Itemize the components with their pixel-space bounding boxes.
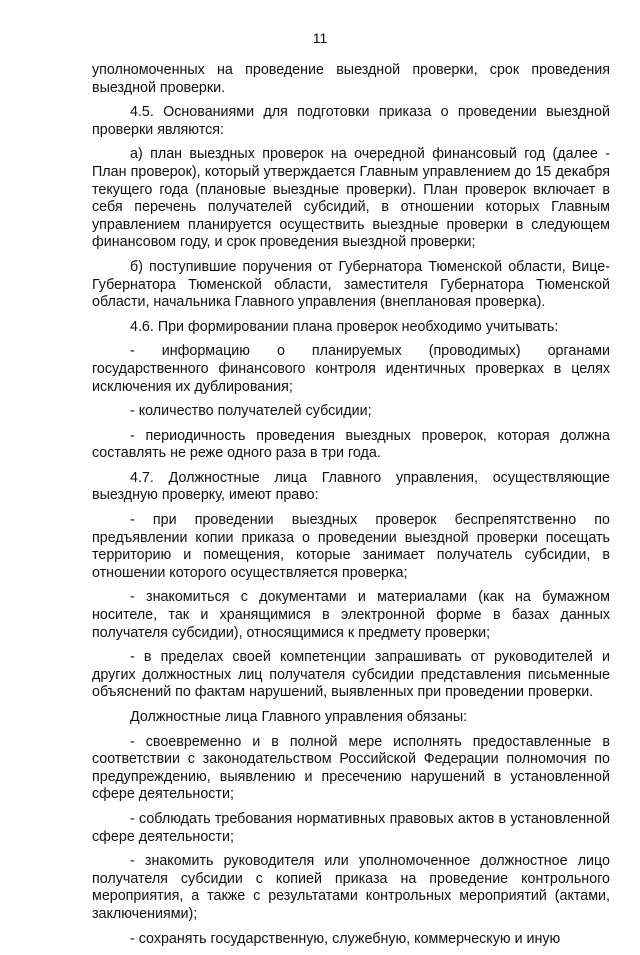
page-number: 11 [312,30,328,46]
list-item-duties-1: - своевременно и в полной мере исполнять предоставленные в соответствии с законодательством Российской Федерации полномочия по предупреждению, выявлению и пресечению нарушений в установленной сфере деятельности; [92,733,610,803]
list-item-rights-1: - при проведении выездных проверок беспрепятственно по предъявлении копии приказа о проведении выездной проверки посещать территорию и помещения, которые занимает получатель субсидии, в отношении которого осуществляется проверка; [92,512,610,581]
list-item-duties-4: - сохранять государственную, служебную, коммерческую и иную [130,930,561,947]
document-body [92,62,610,955]
paragraph-4-5: 4.5. Основаниями для подготовки приказа о проведении выездной проверки являются: [92,104,610,138]
list-item-duties-3: - знакомить руководителя или уполномоченное должностное лицо получателя субсидии с копией приказа на проведение контрольного мероприятия, а также с результатами контрольных мероприятий (актами, заключениями); [92,853,610,922]
list-item-rights-2: - знакомиться с документами и материалами (как на бумажном носителе, так и хранящимися в электронной форме в базах данных получателя субсидии), относящимися к предмету проверки; [92,589,610,641]
paragraph-duties: Должностные лица Главного управления обязаны: [130,709,468,725]
paragraph-4-6: 4.6. При формировании плана проверок необходимо учитывать: [130,318,559,335]
list-item-4-6-3: - периодичность проведения выездных проверок, которая должна составлять не реже одного раза в три года. [92,427,610,462]
list-item-4-6-2: - количество получателей субсидии; [130,403,372,420]
list-item-duties-2: - соблюдать требования нормативных правовых актов в установленной сфере деятельности; [92,810,610,845]
list-item-4-6-1: - информацию о планируемых (проводимых) органами государственного финансового контроля идентичных проверках в целях исключения их дублирования; [92,343,610,395]
paragraph-4-5-b: б) поступившие поручения от Губернатора Тюменской области, Вице-Губернатора Тюменской области, заместителя Губернатора Тюменской области, начальника Главного управления (внеплановая проверка). [92,258,610,311]
paragraph-4-5-a: а) план выездных проверок на очередной финансовый год (далее - План проверок), который утверждается Главным управлением до 15 декабря текущего года (плановые выездные проверки). План проверок включает в себя перечень получателей субсидий, в отношении которых Главным управлением планируется осуществить выездные проверки в следующем финансовом году, и срок проведения выездной проверки; [92,146,610,251]
paragraph-4-7: 4.7. Должностные лица Главного управления, осуществляющие выездную проверку, имеют право: [92,469,610,504]
paragraph-continuation: уполномоченных на проведение выездной проверки, срок проведения выездной проверки. [92,62,610,96]
list-item-rights-3: - в пределах своей компетенции запрашивать от руководителей и других должностных лиц получателя субсидии представления письменные объяснений по фактам нарушений, выявленных при проведении проверки. [92,649,610,701]
